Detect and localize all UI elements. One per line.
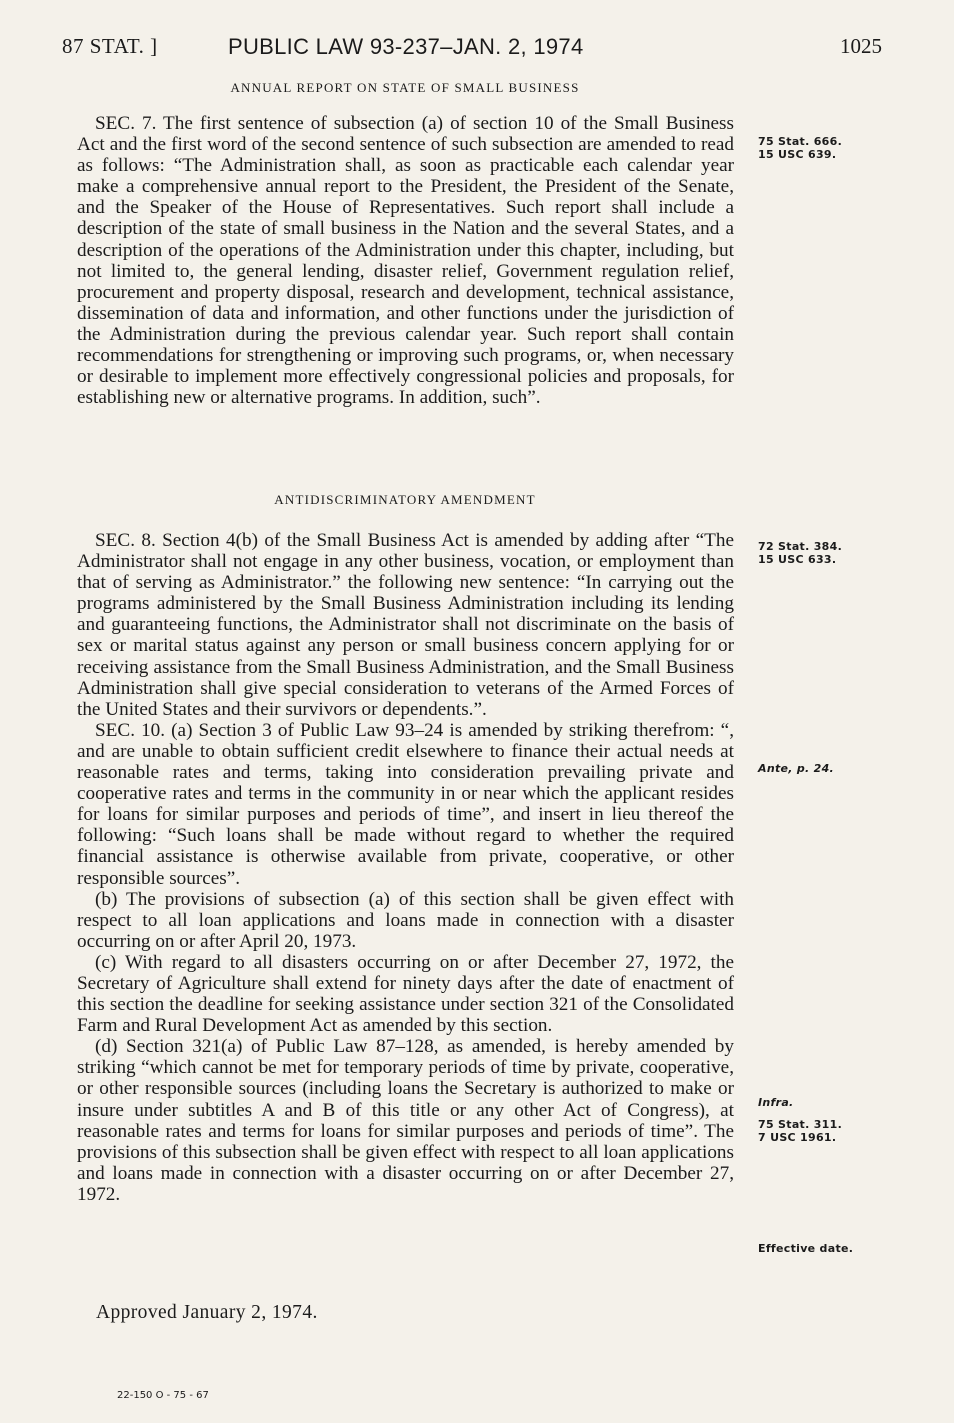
paragraph: (b) The provisions of subsection (a) of this section shall be given effect with respect to all loan applications and loans made in connection with a disaster occurring on or after April 20, 1973. bbox=[77, 888, 734, 952]
paragraph: SEC. 7. The first sentence of subsection (a) of section 10 of the Small Business Act and the first word of the second sentence of such subsection are amended to read as follows: “The Administration shall, as soon as practicable each calendar year make a comprehensive annual report to the President, the President of the Senate, and the Speaker of the House of Representatives. Such report shall include a description of the state of small business in the Nation and the several States, and a description of the operations of the Administration under this chapter, including, but not limited to, the general lending, disaster relief, Government regulation relief, procurement and property disposal, research and development, technical assistance, dissemination of data and information, and other functions under the jurisdiction of the Administration during the previous calendar year. Such report shall contain recommendations for strengthening or improving such programs, or, when necessary or desirable to implement more effectively congressional policies and proposals, for establishing new or alternative programs. In addition, such”. bbox=[77, 113, 734, 409]
page-number: 1025 bbox=[840, 34, 882, 58]
paragraph: (c) With regard to all disasters occurring on or after December 27, 1972, the Secretary of Agriculture shall extend for ninety days after the date of enactment of this section the deadline for seeking assistance under section 321 of the Consolidated Farm and Rural Development Act as amended by this section. bbox=[77, 951, 734, 1037]
page-title: PUBLIC LAW 93-237–JAN. 2, 1974 bbox=[228, 34, 584, 59]
section-8-10-body bbox=[77, 530, 734, 1205]
paragraph: (d) Section 321(a) of Public Law 87–128, as amended, is hereby amended by striking “which cannot be met for temporary periods of time by private, cooperative, or other responsible sources (including loans the Secretary is authorized to make or insure under subtitles A and B of this title or any other Act of Congress), at reasonable rates and terms for loans for similar purposes and periods of time”. The provisions of this subsection shall be given effect with respect to all loan applications and loans made in connection with a disaster occurring on or after December 27, 1972. bbox=[77, 1036, 734, 1205]
margin-note-citation: 75 Stat. 666. 15 USC 639. bbox=[758, 135, 843, 161]
margin-note-citation: 72 Stat. 384. 15 USC 633. bbox=[758, 540, 843, 566]
margin-note-citation: Ante, p. 24. bbox=[758, 762, 835, 775]
stat-reference: 87 STAT. ] bbox=[62, 34, 158, 58]
section-heading-annual-report: ANNUAL REPORT ON STATE OF SMALL BUSINESS bbox=[230, 80, 580, 95]
page-header bbox=[62, 34, 882, 64]
print-code-footer: 22-150 O - 75 - 67 bbox=[117, 1390, 209, 1401]
paragraph: SEC. 10. (a) Section 3 of Public Law 93–24 is amended by striking therefrom: “, and are unable to obtain sufficient credit elsewhere to finance their actual needs at reasonable rates and terms, taking into consideration prevailing private and cooperative rates and terms in the community in or near which the applicant resides for loans for similar purposes and periods of time”, and insert in lieu thereof the following: “Such loans shall be made without regard to whether the required financial assistance is otherwise available from private, cooperative, or other responsible sources”. bbox=[77, 719, 734, 889]
section-7-body bbox=[77, 113, 734, 408]
margin-note-effective-date: Effective date. bbox=[758, 1242, 854, 1255]
approval-line: Approved January 2, 1974. bbox=[96, 1302, 318, 1323]
margin-note-citation: 75 Stat. 311. 7 USC 1961. bbox=[758, 1118, 843, 1144]
paragraph: SEC. 8. Section 4(b) of the Small Business Act is amended by adding after “The Administrator shall not engage in any other business, vocation, or employment than that of serving as Administrator.” the following new sentence: “In carrying out the programs administered by the Small Business Administration including its lending and guaranteeing functions, the Administrator shall not discriminate on the basis of sex or marital status against any person or small business concern applying for or receiving assistance from the Small Business Administration, and the Small Business Administration shall give special consideration to veterans of the Armed Forces of the United States and their survivors or dependents.”. bbox=[77, 530, 734, 720]
margin-note-citation: Infra. bbox=[758, 1096, 794, 1109]
section-heading-antidiscriminatory: ANTIDISCRIMINATORY AMENDMENT bbox=[274, 492, 536, 507]
